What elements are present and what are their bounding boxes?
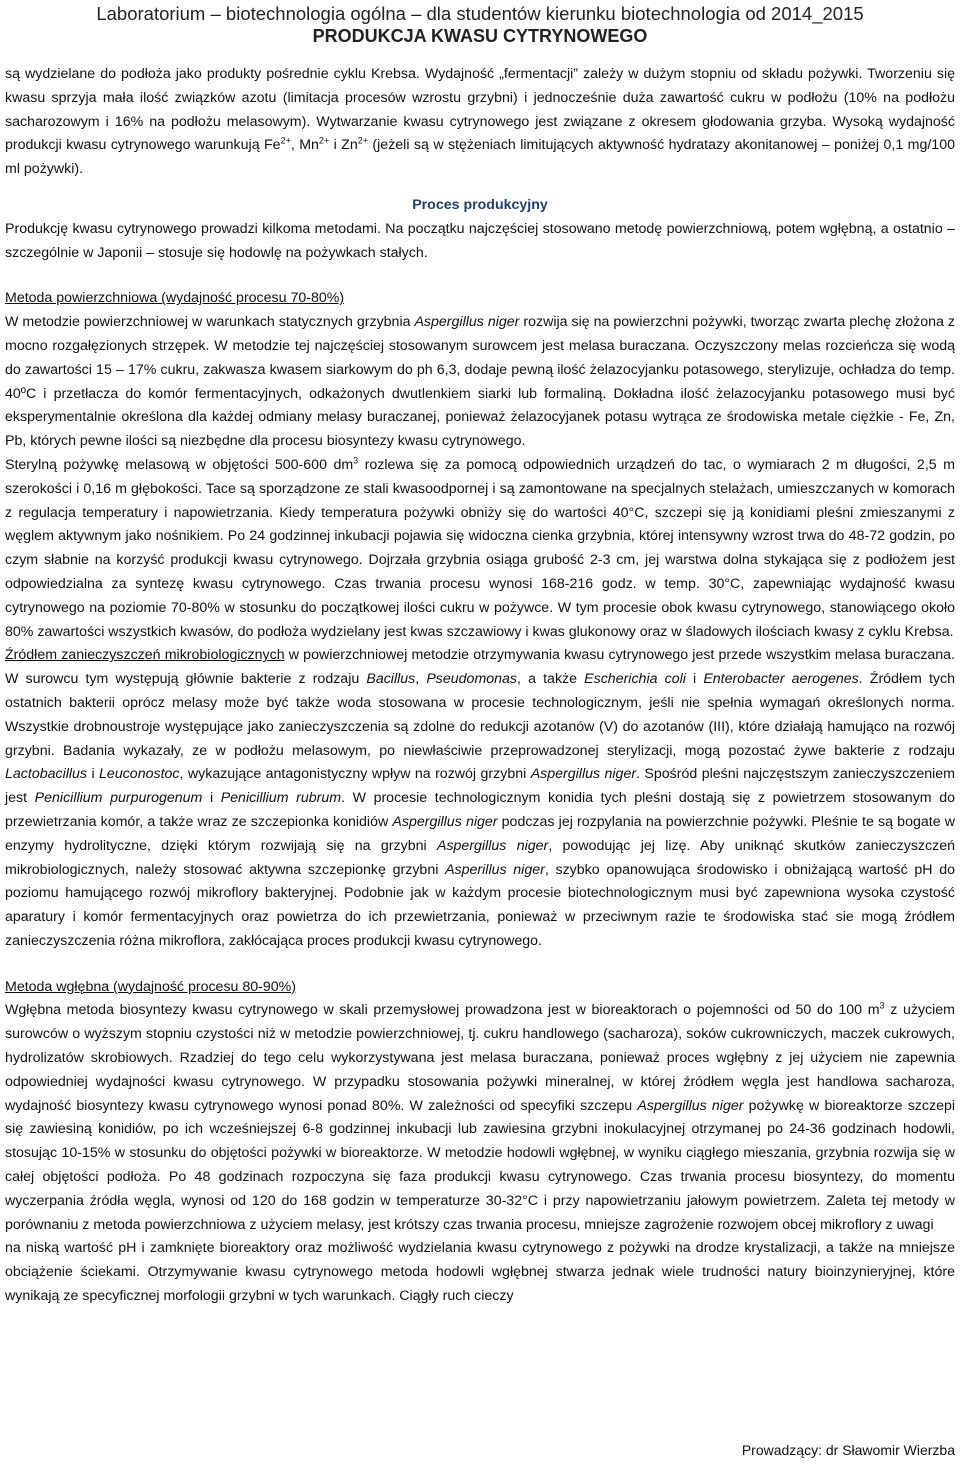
- process-paragraph: Produkcję kwasu cytrynowego prowadzi kilkoma metodami. Na początku najczęściej stosowano metodę powierzchniową, potem wgłębną, a ostatnio – szczególnie w Japonii – stosuje się hodowlę na pożywkach stałych.: [5, 220, 955, 261]
- species-name: Bacillus: [366, 671, 416, 688]
- superscript: 3: [353, 455, 359, 466]
- page-header: [0, 3, 960, 47]
- process-heading: Proces produkcyjny: [412, 196, 548, 213]
- text-span: , wykazujące antagonistyczny wpływ na rozwój grzybni: [179, 766, 531, 783]
- species-name: Penicillium purpurogenum: [34, 790, 203, 807]
- document-subtitle: PRODUKCJA KWASU CYTRYNOWEGO: [312, 26, 648, 46]
- intro-text: (jeżeli są w stężeniach limitujących aktywność hydratazy akonitanowej – poniżej 0,1 mg/100 ml pożywki).: [5, 137, 955, 178]
- text-span: W metodzie powierzchniowej w warunkach statycznych grzybnia: [5, 314, 415, 331]
- deep-paragraph-1: [5, 999, 955, 1237]
- text-span: pożywkę w bioreaktorze szczepi się zawiesiną konidiów, po ich wcześniejszej 6-8 godzinnej inkubacji lub zawiesina grzybni inokulacyjnej otrzymanej po 24-36 godzinach hodowli, stosując 10-15% w stosunku do objętości pożywki w bioreaktorze. W metodzie hodowli wgłębnej, w wyniku ciągłego mieszania, grzybnia rozwija się w całej objętości podłoża. Po 48 godzinach rozpoczyna się faza produkcji kwasu cytrynowego. Czas trwania procesu biosyntezy, do momentu wyczerpania źródła węgla, wynosi od 120 do 168 godzin w temperaturze 30-32°C i przy napowietrzaniu jałowym powietrzem. Zaleta tej metody w porównaniu z metoda powierzchniowa z użyciem melasy, jest krótszy czas trwania procesu, mniejsze zagrożenie rozwojem obcej mikroflory z uwagi: [5, 1097, 956, 1233]
- superscript: 2+: [318, 135, 330, 146]
- deep-paragraph-2: na niską wartość pH i zamknięte bioreaktory oraz możliwość wydzielania kwasu cytrynowego z pożywki na drodze krystalizacji, a także na mniejsze obciążenie ściekami. Otrzymywanie kwasu cytrynowego metoda hodowli wgłębnej stwarza jednak wiele trudności natury bioinzynieryjnej, które wynikają ze specyficznej morfologii grzybni w tych warunkach. Ciągły ruch cieczy: [5, 1240, 955, 1305]
- species-name: Penicillium rubrum: [220, 790, 342, 807]
- text-span: ,: [415, 671, 427, 688]
- superscript: 3: [879, 1000, 885, 1011]
- species-name: Lactobacillus: [5, 766, 88, 783]
- surface-method-heading: Metoda powierzchniowa (wydajność procesu 70-80%): [5, 290, 345, 307]
- species-name: Escherichia coli: [584, 671, 686, 688]
- superscript: 2+: [357, 135, 368, 146]
- species-name: Aspergillus niger: [637, 1097, 744, 1114]
- species-name: Enterobacter aerogenes: [703, 671, 859, 688]
- superscript: 2+: [280, 135, 291, 146]
- species-name: Aspergillus niger: [392, 813, 498, 830]
- species-name: Leuconostoc: [99, 766, 180, 783]
- surface-paragraph-3: [5, 644, 955, 953]
- deep-method-heading: Metoda wgłębna (wydajność procesu 80-90%): [5, 978, 297, 995]
- text-span: , a także: [517, 671, 585, 688]
- underlined-term: Źródłem zanieczyszczeń mikrobiologicznych: [5, 647, 285, 664]
- text-span: rozwija się na powierzchni pożywki, tworząc zwarta plechę złożona z mocno rozgałęzionych strzępek. W metodzie tej najczęściej stosowanym surowcem jest melasa buraczana. Oczyszczony melas rozcieńcza się wodą do zawartości 15 – 17% cukru, zakwasza kwasem siarkowym do ph 6,3, dodaje pewną ilość żelazocyjanku potasowego, sterylizuje, ochładza do temp. 40ºC i przetłacza do komór fermentacyjnych, odkażonych dwutlenkiem siarki lub formaliną. Dokładna ilość żelazocyjanku potasowego musi być eksperymentalnie określona dla każdej odmiany melasy buraczanej, ponieważ żelazocyjanek potasu wytrąca ze środowiska metale ciężkie - Fe, Zn, Pb, których pewne ilości są niezbędne dla procesu biosyntezy kwasu cytrynowego.: [5, 314, 955, 450]
- footer-author: Prowadzący: dr Sławomir Wierzba: [741, 1442, 955, 1458]
- text-span: , szybko opanowująca środowisko i obniżającą wartość pH do poziomu hamującego rozwój mikroflory bakteryjnej. Podobnie jak w każdym procesie biotechnologicznym musi być zapewniona wysoka czystość aparatury i komór fermentacyjnych oraz powietrza do ich przewietrzania, ponieważ w przeciwnym razie te środowiska stać sie mogą źródłem zanieczyszczenia różna mikroflora, zakłócająca proces produkcji kwasu cytrynowego.: [5, 861, 955, 949]
- species-name: Aspergillus niger: [530, 766, 637, 783]
- document-body: [5, 63, 955, 1309]
- species-name: Asperillus niger: [445, 861, 545, 878]
- text-span: podczas jej rozpylania na powierzchnie pożywki. Pleśnie te są bogate w enzymy hydrolityczne, dzięki którym rozwijają się na grzybni: [5, 813, 955, 854]
- intro-text: , Mn: [290, 137, 319, 154]
- text-span: z użyciem surowców o wyższym stopniu czystości niż w metodzie powierzchniowej, tj. cukru handlowego (sacharoza), soków cukrowniczych, maczek cukrowych, hydrolizatów skrobiowych. Rzadziej do tego celu wykorzystywana jest melasa buraczana, ponieważ proces wgłębny z jej użyciem nie zapewnia odpowiedniej wydajności kwasu cytrynowego. W przypadku stosowania pożywki mineralnej, w której źródłem węgla jest handlowa sacharoza, wydajność biosyntezy kwasu cytrynowego wynosi ponad 80%. W zależności od specyfiki szczepu: [5, 1002, 955, 1114]
- text-span: w powierzchniowej metodzie otrzymywania kwasu cytrynowego jest przede wszystkim melasa buraczana. W surowcu tym występują głównie bakterie z rodzaju: [5, 647, 955, 688]
- surface-paragraph-2: [5, 454, 955, 644]
- species-name: Pseudomonas: [426, 671, 518, 688]
- species-name: Aspergillus niger: [436, 837, 549, 854]
- intro-text: są wydzielane do podłoża jako produkty pośrednie cyklu Krebsa. Wydajność „fermentacji” zależy w dużym stopniu od składu pożywki. Tworzeniu się kwasu sprzyja mała ilość związków azotu (limitacja procesów wzrostu grzybni) i jednocześnie duża zawartość cukru w podłożu (10% na podłożu sacharozowym i 16% na podłożu melasowym). Wytwarzanie kwasu cytrynowego jest związane z okresem głodowania grzyba. Wysoką wydajność produkcji kwasu cytrynowego warunkują Fe: [5, 66, 955, 154]
- text-span: . Spośród pleśni najczęstszym zanieczyszczeniem jest: [5, 766, 955, 807]
- text-span: i: [202, 790, 221, 807]
- intro-paragraph: [5, 63, 955, 182]
- text-span: i: [87, 766, 100, 783]
- species-name: Aspergillus niger: [414, 314, 520, 331]
- text-span: rozlewa się za pomocą odpowiednich urządzeń do tac, o wymiarach 2 m długości, 2,5 m szerokości i 0,16 m głębokości. Tace są sporządzone ze stali kwasoodpornej i są zamontowane na specjalnych stelażach, umieszczanych w komorach z regulacja temperatury i napowietrzania. Kiedy temperatura pożywki obniży się do wartości 40°C, szczepi się ją konidiami pleśni zmieszanymi z węglem aktywnym jako nośnikiem. Po 24 godzinnej inkubacji pojawia się widoczna cienka grzybnia, której intensywny wzrost trwa do 48-72 godzin, po czym słabnie na korzyść produkcji kwasu cytrynowego. Dojrzała grzybnia osiąga grubość 2-3 cm, jej warstwa dolna stykająca się z podłożem jest odpowiedzialna za syntezę kwasu cytrynowego. Czas trwania procesu wynosi 168-216 godz. w temp. 30°C, zapewniając wydajność kwasu cytrynowego na poziomie 70-80% w stosunku do początkowej ilości cukru w pożywce. W tym procesie obok kwasu cytrynowego, stanowiącego około 80% zawartości wszystkich kwasów, do podłoża wydzielany jest kwas szczawiowy i kwas glukonowy oraz w śladowych ilościach kwasy z cyklu Krebsa.: [5, 456, 955, 640]
- text-span: , powodując jej lizę. Aby uniknąć skutków zanieczyszczeń mikrobiologicznych, należy stosować aktywna szczepionkę grzybni: [5, 837, 955, 878]
- text-span: . Źródłem tych ostatnich bakterii oprócz melasy może być także woda stosowana w procesie technologicznym, jeśli nie spełnia wymagań określonych norma. Wszystkie drobnoustroje występujące jako zanieczyszczenia są zdolne do redukcji azotanów (V) do azotanów (III), które działają hamująco na rozwój grzybni. Badania wykazały, ze w podłożu melasowym, po niewłaściwie przeprowadzonej sterylizacji, mogą pozostać żywe bakterie z rodzaju: [5, 671, 955, 759]
- document-title: Laboratorium – biotechnologia ogólna – dla studentów kierunku biotechnologia od 2014_2015: [96, 3, 864, 24]
- text-span: Sterylną pożywkę melasową w objętości 500-600 dm: [5, 456, 354, 473]
- text-span: i: [685, 671, 704, 688]
- text-span: . W procesie technologicznym konidia tych pleśni dostają się z powietrzem stosowanym do przewietrzania komór, a także wraz ze szczepionka konidiów: [5, 790, 955, 830]
- intro-text: i Zn: [329, 137, 358, 154]
- text-span: Wgłębna metoda biosyntezy kwasu cytrynowego w skali przemysłowej prowadzona jest w bioreaktorach o pojemności od 50 do 100 m: [5, 1002, 880, 1019]
- surface-paragraph-1: [5, 311, 955, 454]
